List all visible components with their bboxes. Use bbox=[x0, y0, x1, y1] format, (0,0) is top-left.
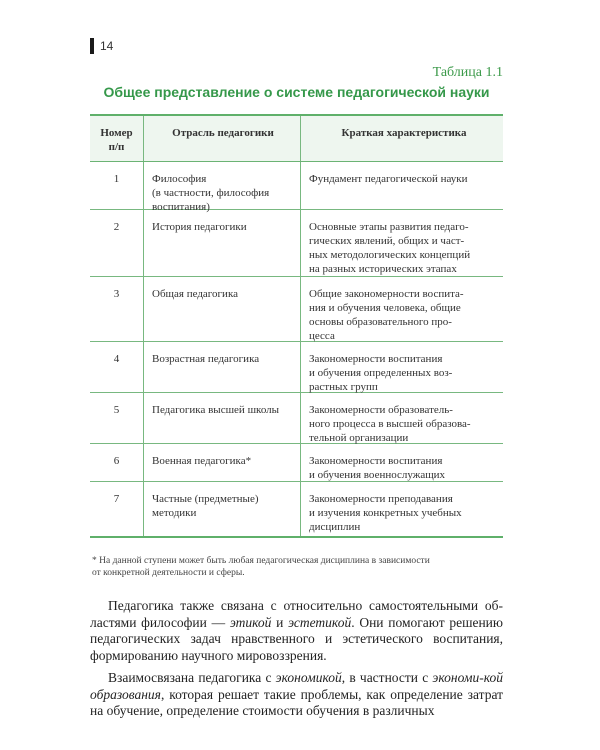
table-header-row bbox=[90, 116, 503, 162]
row-branch: Частные (предметные) методики bbox=[143, 482, 300, 536]
table-footnote: * На данной ступени может быть любая педагогическая дисциплина в зависимости от конкретной деятельности и сферы. bbox=[92, 556, 430, 578]
row-num: 5 bbox=[113, 404, 120, 416]
row-desc: Фундамент педагогической науки bbox=[300, 162, 503, 209]
row-branch: Педагогика высшей школы bbox=[143, 393, 300, 443]
table-title: Общее представление о системе педагогической науки bbox=[103, 84, 490, 100]
paragraph-2: Взаимосвязана педагогика с экономикой, в частности с экономи-кой образования, которая решает такие проблемы, как определение затрат на обучение, определение стоимости обучения в различных bbox=[90, 670, 503, 718]
row-desc: Закономерности воспитания и обучения военнослужащих bbox=[300, 444, 503, 481]
header-branch: Отрасль педагогики bbox=[143, 116, 300, 161]
row-branch: Возрастная педагогика bbox=[143, 342, 300, 392]
row-num: 4 bbox=[113, 353, 120, 365]
table-label: Таблица 1.1 bbox=[432, 65, 503, 80]
row-desc: Общие закономерности воспита- ния и обучения человека, общие основы образовательного про- цесса bbox=[300, 277, 503, 341]
header-num: Номер п/п bbox=[100, 127, 133, 153]
row-desc: Закономерности преподавания и изучения конкретных учебных дисциплин bbox=[300, 482, 503, 536]
row-num: 3 bbox=[113, 288, 120, 300]
table-row bbox=[90, 162, 503, 213]
table-row bbox=[90, 277, 503, 342]
header-desc: Краткая характеристика bbox=[300, 116, 503, 161]
row-num: 6 bbox=[113, 455, 120, 467]
table-body bbox=[90, 114, 503, 538]
row-branch: История педагогики bbox=[143, 210, 300, 276]
row-desc: Основные этапы развития педаго- гических явлений, общих и част- ных методологических концепций на разных исторических этапах bbox=[300, 210, 503, 276]
body-text bbox=[90, 598, 503, 720]
row-num: 7 bbox=[113, 493, 120, 505]
table-row bbox=[90, 342, 503, 393]
table-row bbox=[90, 393, 503, 444]
row-branch: Философия (в частности, философия воспитания) bbox=[143, 162, 300, 209]
paragraph-1: Педагогика также связана с относительно самостоятельными об-ластями философии — этикой и эстетикой. Они помогают решению педагогических задач нравственного и эстетического воспитания, формированию научного мировоззрения. bbox=[90, 598, 503, 663]
table-row bbox=[90, 210, 503, 277]
row-branch: Общая педагогика bbox=[143, 277, 300, 341]
table-row bbox=[90, 482, 503, 538]
row-num: 2 bbox=[113, 221, 120, 233]
table-row bbox=[90, 444, 503, 482]
pedagogy-table bbox=[90, 114, 503, 538]
row-num: 1 bbox=[113, 173, 120, 185]
row-desc: Закономерности воспитания и обучения определенных воз- растных групп bbox=[300, 342, 503, 392]
page-marker bbox=[90, 38, 94, 54]
row-branch: Военная педагогика* bbox=[143, 444, 300, 481]
row-desc: Закономерности образователь- ного процесса в высшей образова- тельной организации bbox=[300, 393, 503, 443]
page-number: 14 bbox=[100, 39, 114, 53]
